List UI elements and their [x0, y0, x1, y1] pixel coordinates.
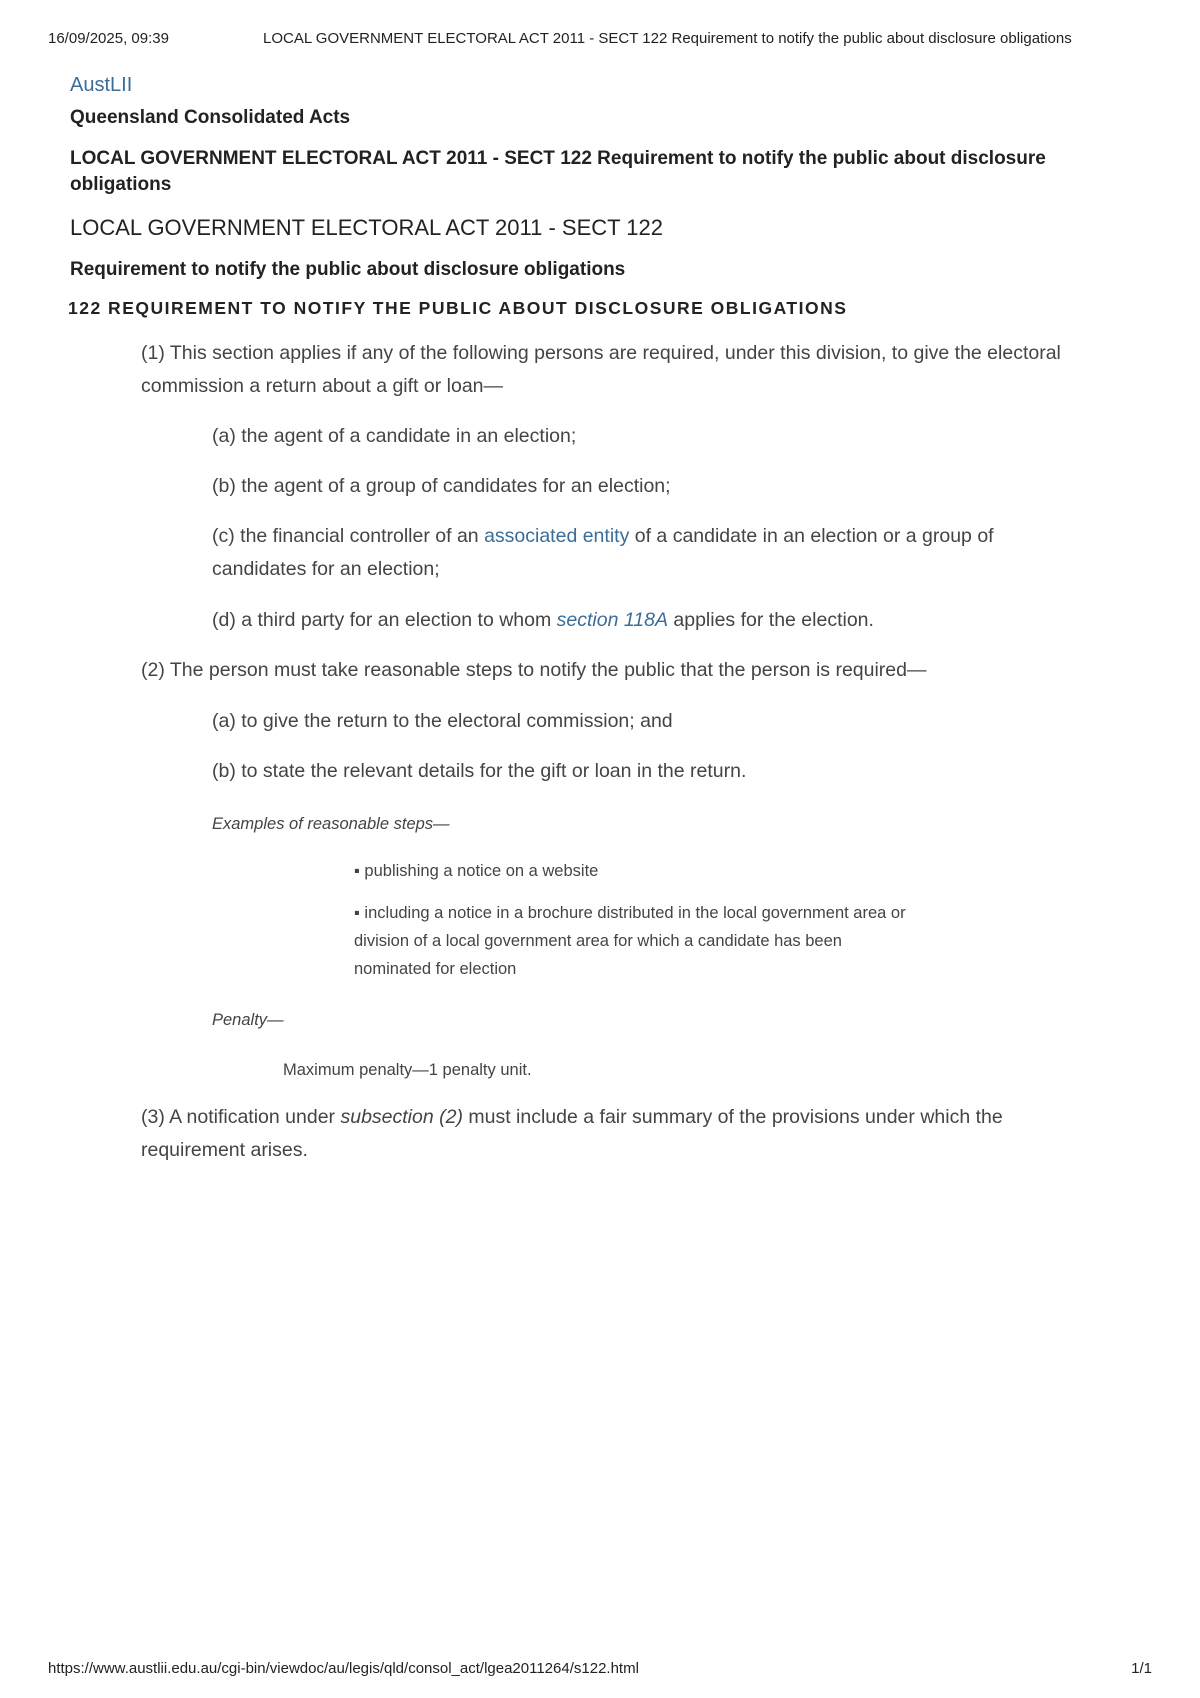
subsection-3-pre: (3) A notification under	[141, 1106, 341, 1128]
subsection-1: (1) This section applies if any of the following persons are required, under this division, to give the electoral commission a return about a gift or loan—	[141, 342, 1061, 397]
subsection-1-c-pre: (c) the financial controller of an	[212, 525, 485, 547]
print-title: LOCAL GOVERNMENT ELECTORAL ACT 2011 - SECT 122 Requirement to notify the public about disclosure obligations	[263, 30, 1072, 47]
document-content	[70, 72, 1090, 1167]
subsection-3	[141, 1101, 1061, 1167]
subsection-1-c-post: of a candidate in an election or a group of candidates for an election;	[212, 525, 994, 580]
subsection-2-b: (b) to state the relevant details for the gift or loan in the return.	[212, 760, 747, 782]
section-118a-link[interactable]: section 118A	[556, 609, 668, 631]
jurisdiction-heading: Queensland Consolidated Acts	[70, 107, 351, 128]
subsection-2: (2) The person must take reasonable steps to notify the public that the person is required—	[141, 659, 927, 681]
subsection-1-d-post: applies for the election.	[667, 609, 874, 631]
subsection-1-d	[212, 604, 1042, 637]
section-heading: LOCAL GOVERNMENT ELECTORAL ACT 2011 - SECT 122	[70, 215, 664, 240]
print-header	[48, 30, 1152, 52]
subsection-2-a: (a) to give the return to the electoral commission; and	[212, 710, 673, 732]
subsection-1-a: (a) the agent of a candidate in an election;	[212, 425, 577, 447]
penalty-text: Maximum penalty—1 penalty unit.	[283, 1061, 532, 1079]
subsection-3-post: must include a fair summary of the provisions under which the requirement arises.	[141, 1106, 1003, 1161]
print-footer	[48, 1660, 1152, 1682]
print-timestamp: 16/09/2025, 09:39	[48, 30, 169, 47]
examples-label: Examples of reasonable steps—	[212, 815, 450, 833]
print-url: https://www.austlii.edu.au/cgi-bin/viewdoc/au/legis/qld/consol_act/lgea2011264/s122.html	[48, 1660, 639, 1677]
section-subheading: Requirement to notify the public about disclosure obligations	[70, 259, 626, 280]
penalty-label: Penalty—	[212, 1011, 284, 1029]
associated-entity-link[interactable]: associated entity	[484, 525, 630, 547]
page-number: 1/1	[1131, 1660, 1152, 1677]
subsection-1-b: (b) the agent of a group of candidates for an election;	[212, 475, 671, 497]
subsection-1-c	[212, 520, 1042, 586]
austlii-home-link[interactable]: AustLII	[70, 74, 133, 96]
subsection-1-d-pre: (d) a third party for an election to whom	[212, 609, 557, 631]
example-item: ▪ publishing a notice on a website	[354, 862, 599, 880]
subsection-2-reference: subsection (2)	[340, 1106, 463, 1128]
document-title: LOCAL GOVERNMENT ELECTORAL ACT 2011 - SECT 122 Requirement to notify the public about disclosure obligations	[70, 148, 1046, 195]
example-item: ▪ including a notice in a brochure distributed in the local government area or division of a local government area for which a candidate has been nominated for election	[354, 904, 906, 978]
section-caps-heading: 122 REQUIREMENT TO NOTIFY THE PUBLIC ABOUT DISCLOSURE OBLIGATIONS	[68, 298, 848, 318]
